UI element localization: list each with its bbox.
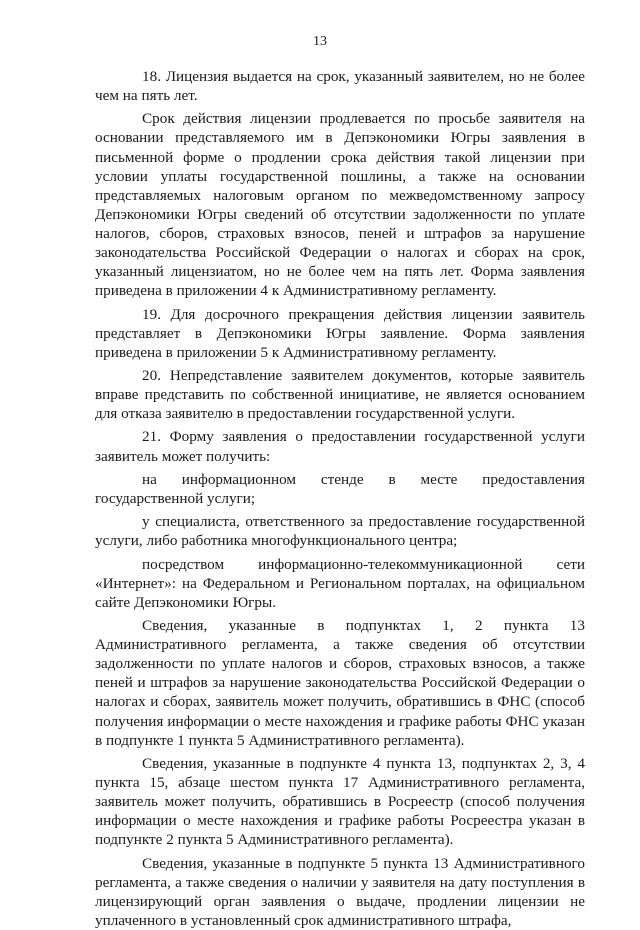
page-number: 13 — [313, 34, 327, 49]
paragraph-fns-info: Сведения, указанные в подпунктах 1, 2 пункта 13 Административного регламента, а также сведения об отсутствии задолженности по уплате налогов и сборов, страховых взносов, а также пеней и штрафов за нарушение законодательства Российской Федерации о налогах и сборах, заявитель может получить, обратившись в ФНС (способ получения информации о месте нахождения и графике работы ФНС указан в подпункте 1 пункта 5 Административного регламента). — [95, 617, 585, 749]
paragraph-18: 18. Лицензия выдается на срок, указанный заявителем, но не более чем на пять лет. — [95, 68, 585, 105]
paragraph-20: 20. Непредставление заявителем документов, которые заявитель вправе представить по собственной инициативе, не является основанием для отказа заявителю в предоставлении государственной услуги. — [95, 366, 585, 423]
paragraph-license-extension: Срок действия лицензии продлевается по просьбе заявителя на основании представляемого им в Депэкономики Югры заявления в письменной форме о продлении срока действия такой лицензии при условии уплаты государственной пошлины, а также на основании представляемых налоговым органом по межведомственному запросу Депэкономики Югры сведений об отсутствии задолженности по уплате налогов, сборов, страховых взносов, пеней и штрафов за нарушение законодательства Российской Федерации о налогах и сборах на срок, указанный лицензиатом, но не более чем на пять лет. Форма заявления приведена в приложении 4 к Административному регламенту. — [95, 110, 585, 300]
paragraph-19: 19. Для досрочного прекращения действия лицензии заявитель представляет в Депэкономики Югры заявление. Форма заявления приведена в приложении 5 к Административному регламенту. — [95, 305, 585, 361]
paragraph-rosreestr-info: Сведения, указанные в подпункте 4 пункта 13, подпунктах 2, 3, 4 пункта 15, абзаце шестом пункта 17 Административного регламента, заявитель может получить, обратившись в Росреестр (способ получения информации о месте нахождения и графике работы Росреестра указан в подпункте 2 пункта 5 Административного регламента). — [95, 754, 585, 849]
paragraph-specialist: у специалиста, ответственного за предоставление государственной услуги, либо работника многофункционального центра; — [95, 513, 585, 550]
document-body — [95, 67, 585, 930]
paragraph-fine-info: Сведения, указанные в подпункте 5 пункта 13 Административного регламента, а также сведения о наличии у заявителя на дату поступления в лицензирующий орган заявления о выдаче, продлении лицензии не уплаченного в установленный срок административного штрафа, — [95, 854, 585, 929]
paragraph-info-stand: на информационном стенде в месте предоставления государственной услуги; — [95, 470, 585, 507]
paragraph-internet: посредством информационно-телекоммуникационной сети «Интернет»: на Федеральном и Региональном порталах, на официальном сайте Депэкономики Югры. — [95, 555, 585, 611]
paragraph-21: 21. Форму заявления о предоставлении государственной услуги заявитель может получить: — [95, 428, 585, 465]
